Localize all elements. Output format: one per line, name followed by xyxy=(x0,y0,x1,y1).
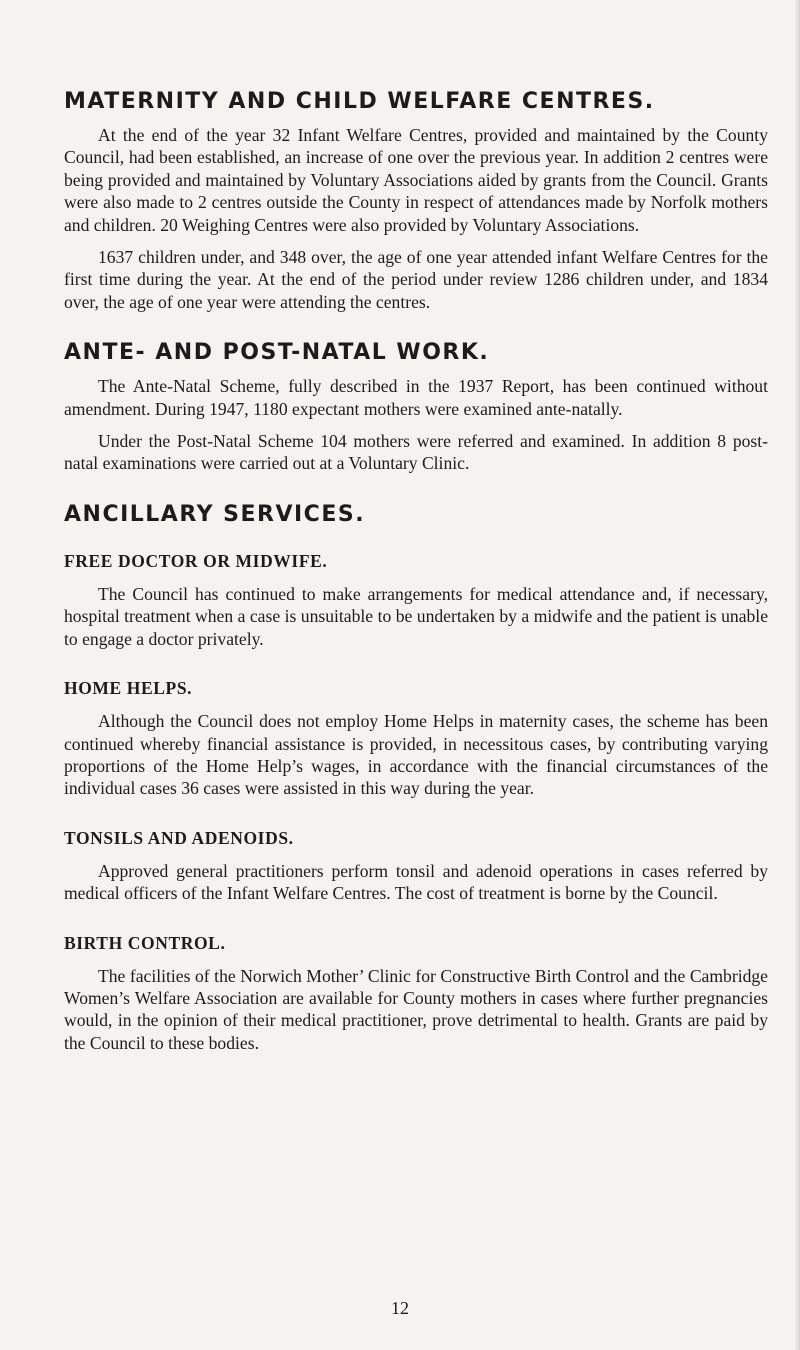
paragraph: The facilities of the Norwich Mother’ Clinic for Constructive Birth Control and the Cambridge Women’s Welfare Association are available for County mothers in cases where further pregnancies would, in the opinion of their medical practitioner, prove detrimental to health. Grants are paid by the Council to these bodies. xyxy=(64,965,768,1053)
paragraph: The Ante-Natal Scheme, fully described in the 1937 Report, has been continued without amendment. During 1947, 1180 expectant mothers were examined ante-natally. xyxy=(64,376,768,419)
subheading-home-helps: HOME HELPS. xyxy=(64,678,193,699)
heading-ancillary: ANCILLARY SERVICES. xyxy=(64,501,366,527)
section-ancillary xyxy=(64,501,768,1054)
subheading-tonsils-adenoids: TONSILS AND ADENOIDS. xyxy=(64,827,294,848)
document-page xyxy=(64,88,768,1054)
paragraph: At the end of the year 32 Infant Welfare Centres, provided and maintained by the County Council, had been established, an increase of one over the previous year. In addition 2 centres were being provided and maintained by Voluntary Associations aided by grants from the Council. Grants were also made to 2 centres outside the County in respect of attendances made by Norfolk mothers and children. 20 Weighing Centres were also provided by Voluntary Associations. xyxy=(64,125,768,235)
heading-ante-post-natal: ANTE- AND POST-NATAL WORK. xyxy=(64,340,490,366)
paragraph: Although the Council does not employ Home Helps in maternity cases, the scheme has been continued whereby financial assistance is provided, in necessitous cases, by contributing varying proportions of the Home Help’s wages, in accordance with the financial circumstances of the individual cases 36 cases were assisted in this way during the year. xyxy=(64,711,768,799)
page-number: 12 xyxy=(391,1298,409,1318)
paragraph: Under the Post-Natal Scheme 104 mothers were referred and examined. In addition 8 post-natal examinations were carried out at a Voluntary Clinic. xyxy=(64,431,768,474)
subheading-birth-control: BIRTH CONTROL. xyxy=(64,932,226,953)
section-maternity xyxy=(64,88,768,313)
heading-maternity: MATERNITY AND CHILD WELFARE CENTRES. xyxy=(64,89,655,114)
paragraph: The Council has continued to make arrangements for medical attendance and, if necessary, hospital treatment when a case is unsuitable to be undertaken by a midwife and the patient is unable to engage a doctor privately. xyxy=(64,583,768,649)
paragraph: Approved general practitioners perform tonsil and adenoid operations in cases referred by medical officers of the Infant Welfare Centres. The cost of treatment is borne by the Council. xyxy=(64,860,768,904)
subheading-free-doctor: FREE DOCTOR OR MIDWIFE. xyxy=(64,550,328,571)
section-ante-post-natal xyxy=(64,339,768,475)
paragraph: 1637 children under, and 348 over, the age of one year attended infant Welfare Centres for the first time during the year. At the end of the period under review 1286 children under, and 1834 over, the age of one year were attending the centres. xyxy=(64,247,768,312)
page-edge-shadow xyxy=(794,0,800,1350)
